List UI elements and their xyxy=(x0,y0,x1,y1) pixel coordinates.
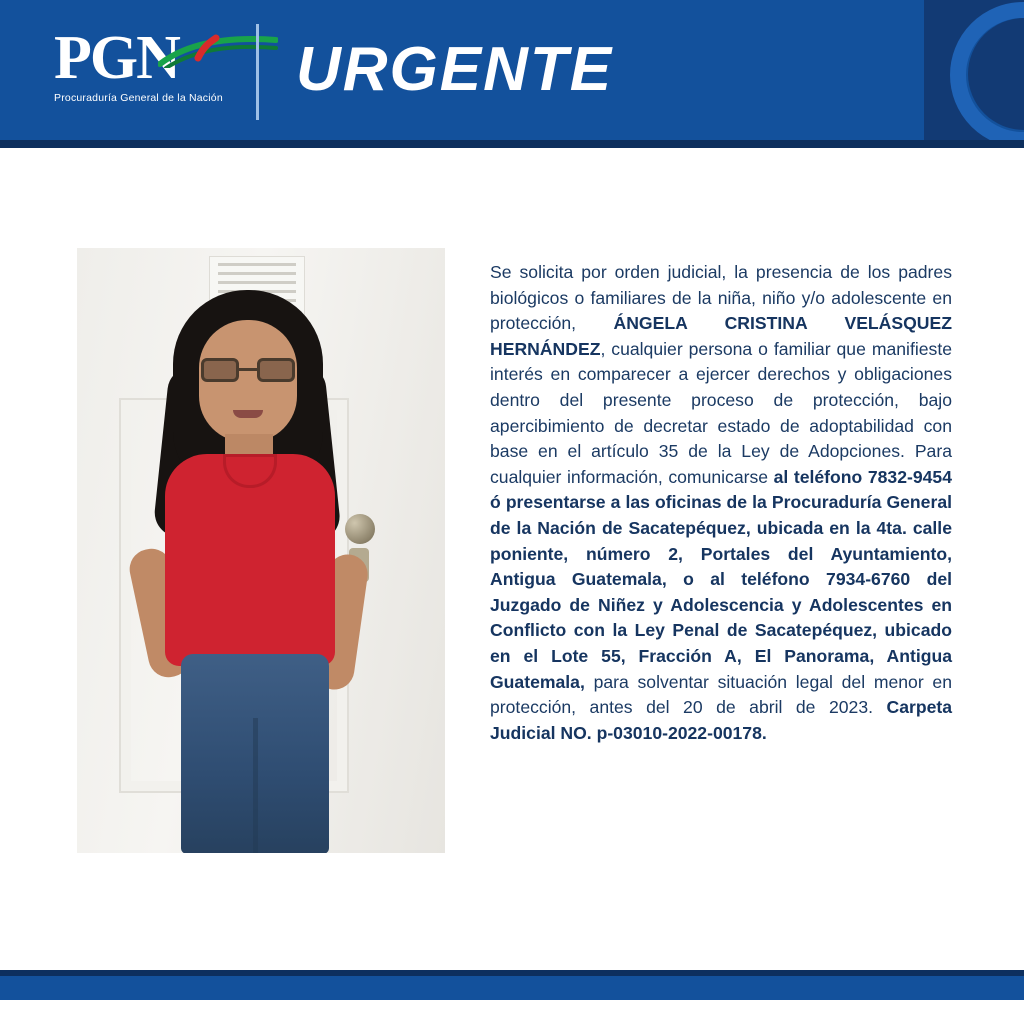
header-bottom-rule xyxy=(0,140,1024,148)
photo-door-knob xyxy=(345,514,375,544)
subject-photo xyxy=(77,248,445,853)
subject-name: ÁNGELA CRISTINA VELÁSQUEZ HERNÁNDEZ xyxy=(490,313,952,359)
notice-text xyxy=(490,260,952,746)
photo-jeans-seam xyxy=(253,718,258,853)
pgn-logo-subtitle: Procuraduría General de la Nación xyxy=(54,92,223,104)
notice-segment-deadline: para solventar situación legal del menor en protección, antes del 20 de abril de 2023. xyxy=(490,671,952,718)
photo-glasses xyxy=(201,358,295,382)
pgn-logo xyxy=(54,24,274,122)
notice-segment-middle: , cualquier persona o familiar que manifieste interés en comparecer a ejercer derechos y obligaciones dentro del presente proceso de protección, bajo apercibimiento de decretar estado de adoptabilidad con base en el artículo 35 de la Ley de Adopciones. Para cualquier información, comunicarse xyxy=(490,338,952,487)
case-file-number: Carpeta Judicial NO. p-03010-2022-00178. xyxy=(490,697,952,743)
notice-segment-intro: Se solicita por orden judicial, la presencia de los padres biológicos o familiares de la niña, niño y/o adolescente en protección, xyxy=(490,262,952,334)
photo-mouth xyxy=(233,410,263,418)
urgent-banner-label: URGENTE xyxy=(296,35,614,104)
pgn-logo-acronym: PGN xyxy=(54,24,179,92)
poster-header xyxy=(0,0,1024,148)
poster-body xyxy=(0,148,1024,1000)
footer-bar xyxy=(0,976,1024,1000)
header-divider xyxy=(256,24,259,120)
notice-contact-block: al teléfono 7832-9454 ó presentarse a las oficinas de la Procuraduría General de la Nación de Sacatepéquez, ubicada en la 4ta. calle poniente, número 2, Portales del Ayuntamiento, Antigua Guatemala, o al teléfono 7934-6760 del Juzgado de Niñez y Adolescencia y Adolescentes en Conflicto con la Ley Penal de Sacatepéquez, ubicado en el Lote 55, Fracción A, El Panorama, Antigua Guatemala, xyxy=(490,466,952,692)
logo-swoosh-icon xyxy=(158,34,278,68)
